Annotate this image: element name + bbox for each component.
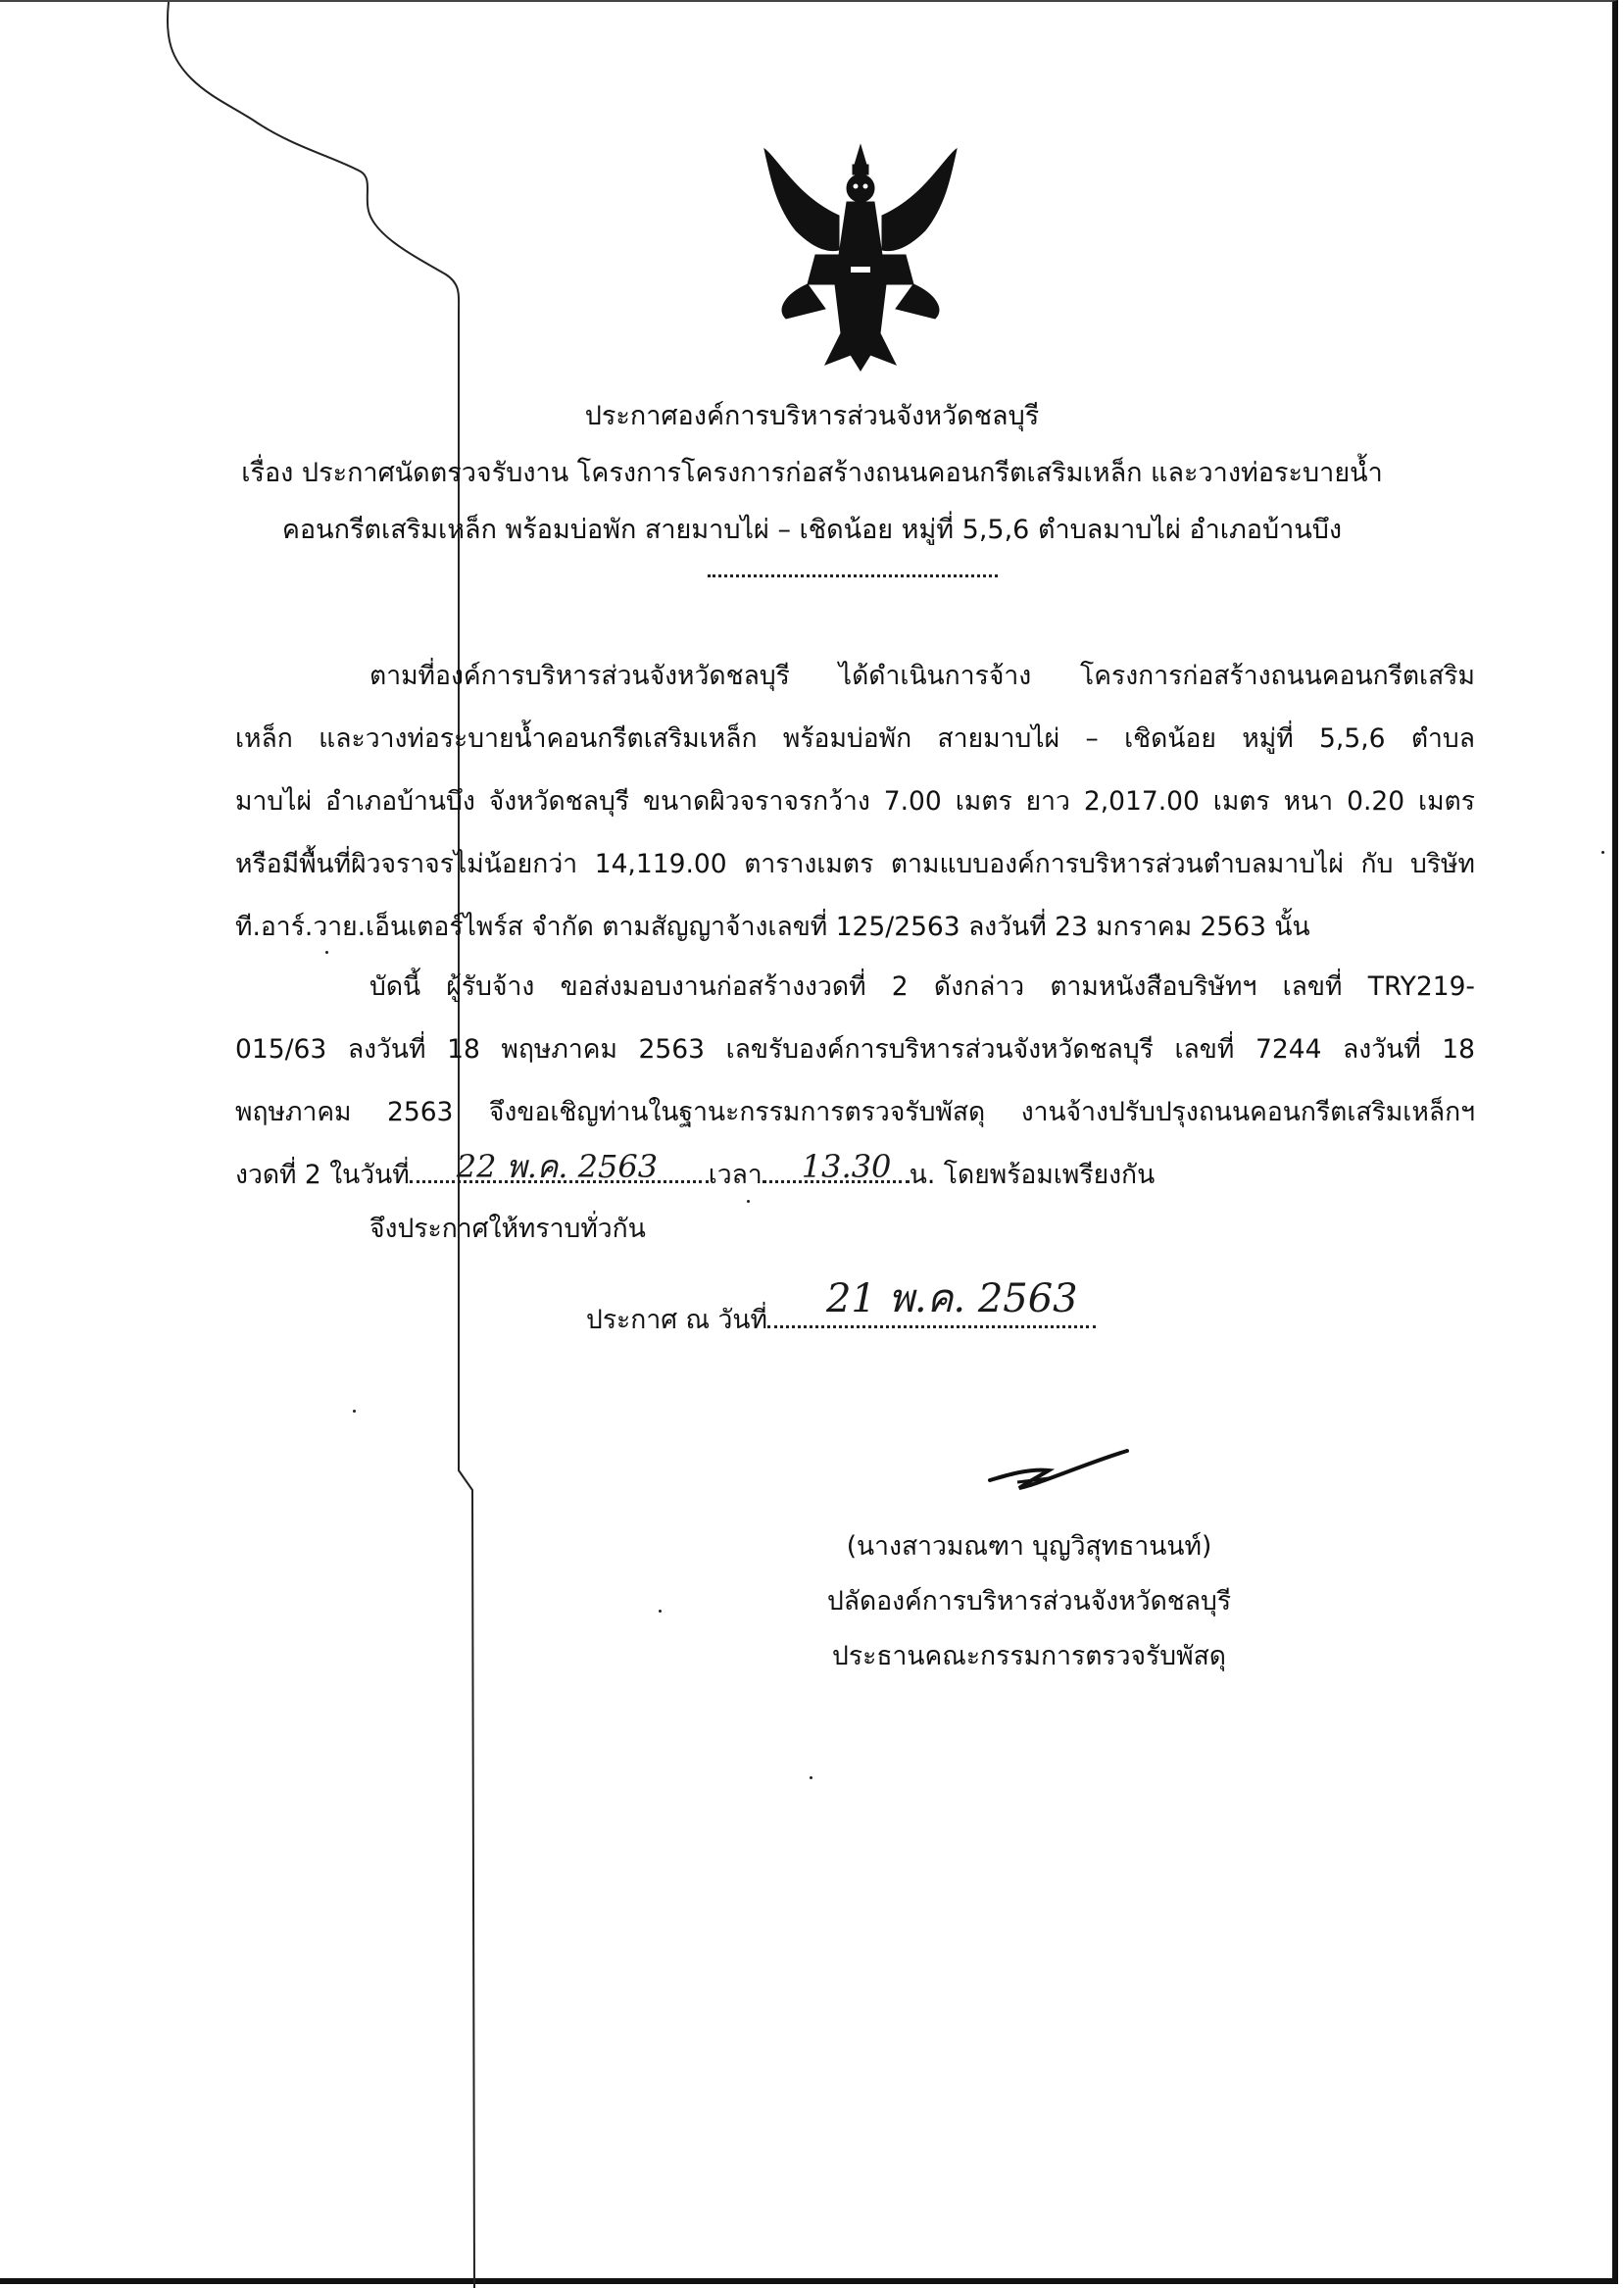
scan-speck (659, 1610, 662, 1613)
appointment-time-field (763, 1148, 910, 1185)
para1-line-1: ตามที่องค์การบริหารส่วนจังหวัดชลบุรี ได้ดำเนินการจ้าง โครงการก่อสร้างถนนคอนกรีตเสริม (369, 661, 1475, 691)
subject-line-2: คอนกรีตเสริมเหล็ก พร้อมบ่อพัก สายมาบไผ่ – เชิดน้อย หมู่ที่ 5,5,6 ตำบลมาบไผ่ อำเภอบ้านบึง (281, 515, 1343, 545)
scan-speck (1601, 851, 1604, 854)
para1-line-3: มาบไผ่ อำเภอบ้านบึง จังหวัดชลบุรี ขนาดผิวจราจรกว้าง 7.00 เมตร ยาว 2,017.00 เมตร หนา 0.20 เมตร (235, 786, 1475, 817)
signatory-position-2: ประธานคณะกรรมการตรวจรับพัสดุ (832, 1641, 1226, 1671)
signature-scribble (980, 1441, 1137, 1500)
appointment-prefix: งวดที่ 2 ในวันที่ (235, 1160, 410, 1190)
scan-speck (353, 1410, 356, 1413)
announce-label: ประกาศ ณ วันที่ (586, 1305, 767, 1335)
para2-line-1: บัดนี้ ผู้รับจ้าง ขอส่งมอบงานก่อสร้างงวดที่ 2 ดังกล่าว ตามหนังสือบริษัทฯ เลขที่ TRY219- (369, 971, 1475, 1002)
garuda-emblem (757, 137, 964, 373)
para2-line-3: พฤษภาคม 2563 จึงขอเชิญท่านในฐานะกรรมการตรวจรับพัสดุ งานจ้างปรับปรุงถนนคอนกรีตเสริมเหล็กฯ (235, 1097, 1475, 1127)
scan-speck (747, 1200, 750, 1203)
signatory-position-1: ปลัดองค์การบริหารส่วนจังหวัดชลบุรี (826, 1586, 1232, 1617)
appointment-suffix: น. โดยพร้อมเพรียงกัน (909, 1160, 1156, 1190)
time-label: เวลา (708, 1160, 763, 1190)
closing-statement: จึงประกาศให้ทราบทั่วกัน (369, 1214, 646, 1244)
subject-line-1: เรื่อง ประกาศนัดตรวจรับงาน โครงการโครงการก่อสร้างถนนคอนกรีตเสริมเหล็ก และวางท่อระบายน้ำ (241, 458, 1383, 488)
scan-speck (810, 1776, 812, 1779)
appointment-date-field (410, 1148, 709, 1185)
para2-line-4 (235, 1144, 1475, 1207)
announce-date-field (767, 1276, 1096, 1328)
para2-line-2: 015/63 ลงวันที่ 18 พฤษภาคม 2563 เลขรับองค์การบริหารส่วนจังหวัดชลบุรี เลขที่ 7244 ลงวันที่ 18 (235, 1034, 1475, 1065)
appointment-time-handwritten: 13.30 (801, 1148, 892, 1185)
para1-line-2: เหล็ก และวางท่อระบายน้ำคอนกรีตเสริมเหล็ก พร้อมบ่อพัก สายมาบไผ่ – เชิดน้อย หมู่ที่ 5,5,6 ตำบล (235, 723, 1475, 754)
appointment-date-handwritten: 22 พ.ค. 2563 (456, 1148, 659, 1185)
page-title: ประกาศองค์การบริหารส่วนจังหวัดชลบุรี (584, 401, 1040, 431)
title-divider (708, 574, 998, 577)
para1-line-4: หรือมีพื้นที่ผิวจราจรไม่น้อยกว่า 14,119.00 ตารางเมตร ตามแบบองค์การบริหารส่วนตำบลมาบไผ่ กับ บริษัท (235, 849, 1475, 879)
announce-date-line (586, 1276, 1096, 1340)
paragraph-2 (235, 956, 1475, 1207)
scan-speck (325, 951, 328, 954)
paragraph-1 (235, 645, 1475, 959)
signatory-name: (นางสาวมณฑา บุญวิสุทธานนท์) (846, 1531, 1212, 1562)
announce-date-handwritten: 21 พ.ค. 2563 (825, 1276, 1078, 1321)
signature-block (755, 1519, 1304, 1684)
para1-line-5: ที.อาร์.วาย.เอ็นเตอร์ไพร์ส จำกัด ตามสัญญาจ้างเลขที่ 125/2563 ลงวันที่ 23 มกราคม 2563 นั้น (235, 912, 1310, 942)
